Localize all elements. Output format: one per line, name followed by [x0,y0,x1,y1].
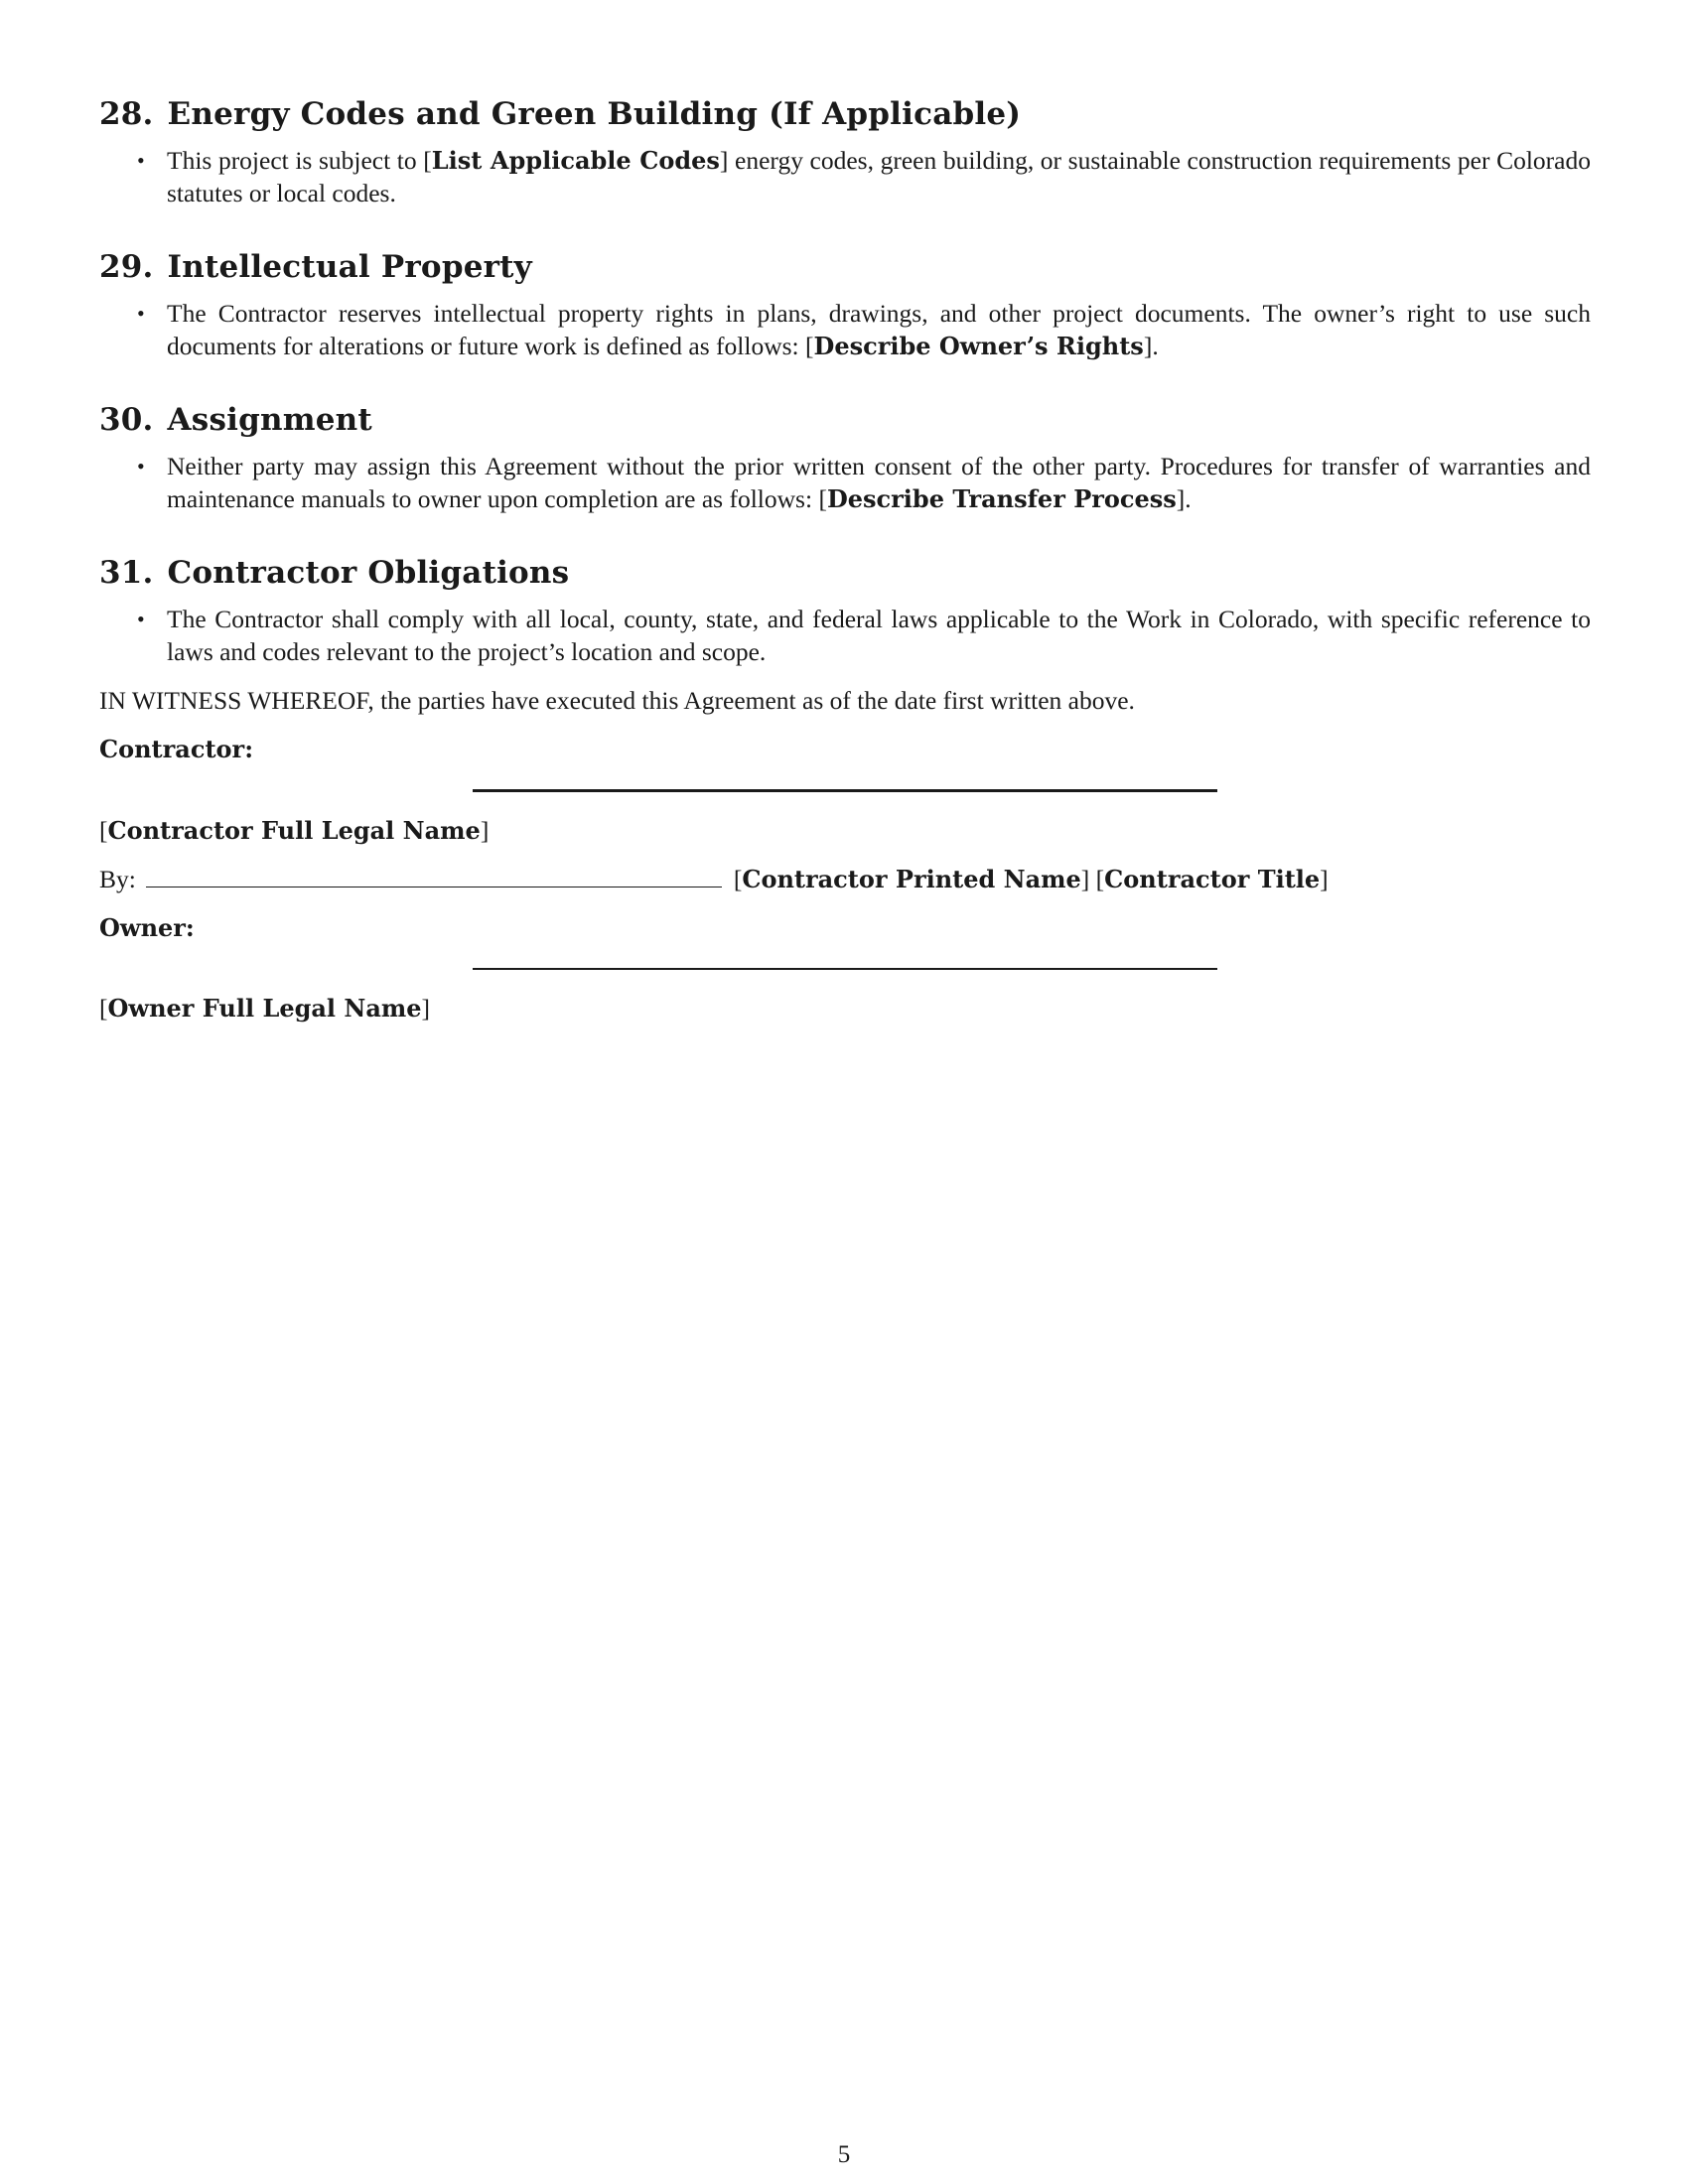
list-item: • The Contractor shall comply with all local, county, state, and federal laws applicable to the Work in Colorado, with specific reference to laws and codes relevant to the project’s location and scope. [137,605,1591,666]
section-number: 30. [99,402,154,438]
bullet-icon: • [137,454,145,478]
owner-label: Owner: [99,913,195,942]
list-item: • This project is subject to [List Applicable Codes] energy codes, green building, or sustainable construction requirements per Colorado statutes or local codes. [137,146,1591,207]
bullet-icon: • [137,301,145,326]
section-title: Energy Codes and Green Building (If Applicable) [167,96,1022,132]
section-31 [99,553,1591,668]
bullet-list [99,144,1591,209]
bullet-list [99,450,1591,515]
section-heading [99,553,1591,593]
contractor-title: Contractor Title [1104,865,1321,893]
placeholder-field: Describe Transfer Process [826,484,1177,513]
bullet-list [99,603,1591,668]
by-label: By: [99,865,136,893]
bullet-list [99,297,1591,362]
section-title: Intellectual Property [167,249,532,285]
section-28 [99,94,1591,209]
list-item: • Neither party may assign this Agreement without the prior written consent of the other party. Procedures for transfer of warranties and maintenance manuals to owner upon completion are as follows: [Describe Transfer Process]. [137,452,1591,513]
placeholder-field: List Applicable Codes [431,146,720,175]
section-number: 29. [99,249,154,285]
list-item: • The Contractor reserves intellectual property rights in plans, drawings, and other project documents. The owner’s right to use such documents for alterations or future work is defined as follows: [Describe Owner’s Rights]. [137,299,1591,360]
bullet-icon: • [137,607,145,631]
section-heading [99,94,1591,134]
section-heading [99,247,1591,287]
contractor-label: Contractor: [99,735,254,763]
document-page [99,94,1591,1024]
contractor-legal-name: [Contractor Full Legal Name] [99,816,490,845]
section-heading [99,400,1591,440]
section-title: Contractor Obligations [167,555,570,591]
owner-signature-line[interactable] [473,944,1217,970]
section-number: 28. [99,96,154,132]
placeholder-field: Describe Owner’s Rights [813,332,1144,360]
bullet-icon: • [137,148,145,173]
by-signature-blank[interactable] [146,865,722,887]
section-30 [99,400,1591,515]
contractor-printed-name: Contractor Printed Name [742,865,1081,893]
contractor-signature-line[interactable] [473,765,1217,792]
owner-legal-name: [Owner Full Legal Name] [99,994,431,1023]
section-29 [99,247,1591,362]
witness-clause: IN WITNESS WHEREOF, the parties have executed this Agreement as of the date first written above. [99,686,1135,715]
section-title: Assignment [167,402,372,438]
section-number: 31. [99,555,154,591]
page-number: 5 [837,2141,851,2168]
contractor-by-row: By: [ Contractor Printed Name ] [ Contractor Title ] [99,865,1329,893]
